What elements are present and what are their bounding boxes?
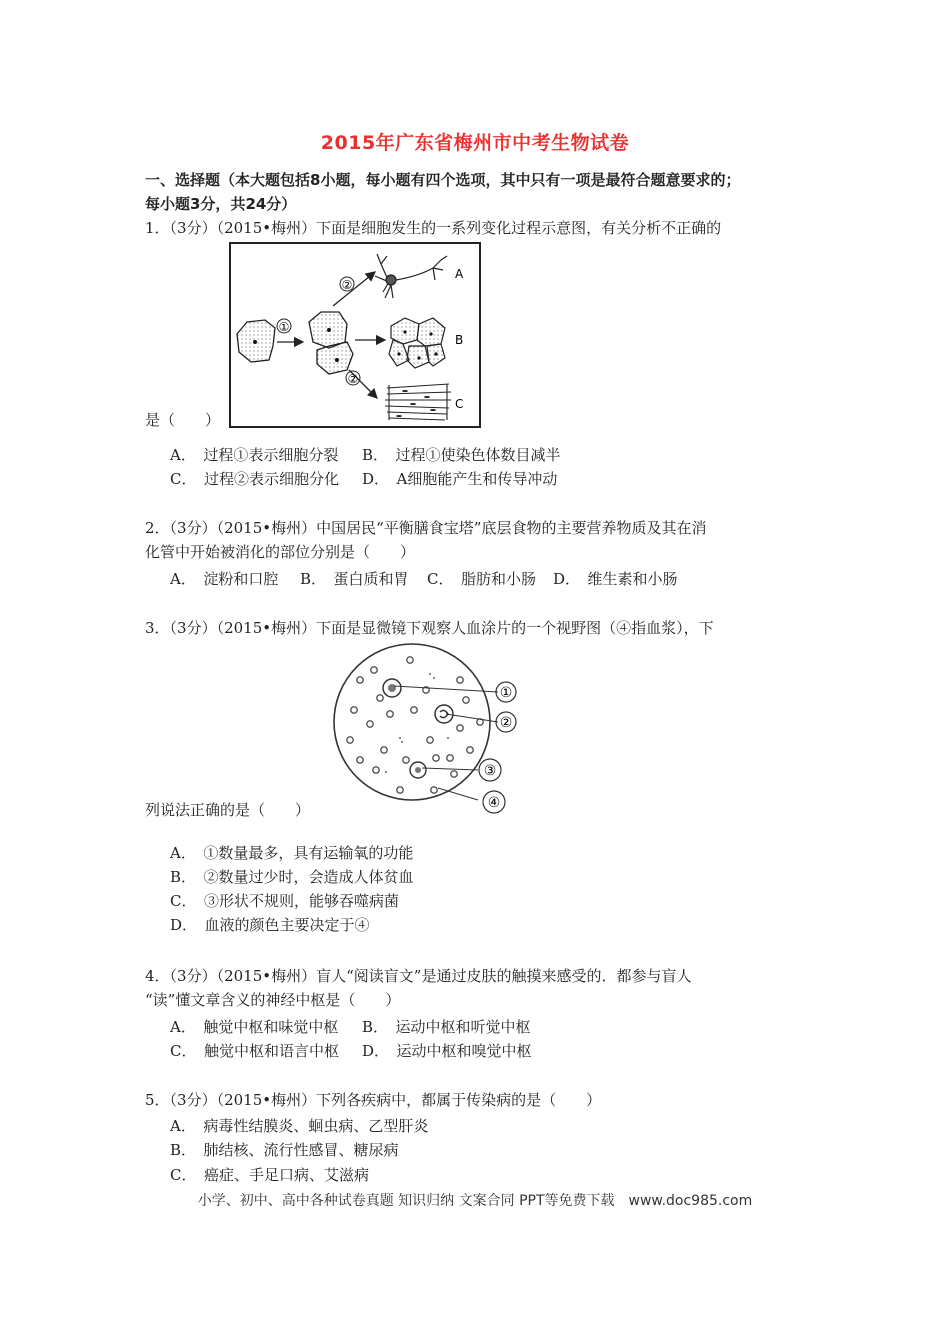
section-heading-line1: 一、选择题（本大题包括8小题，每小题有四个选项，其中只有一项是最符合题意要求的； [145, 171, 741, 189]
label-step2a: ② [341, 278, 353, 292]
q1-option-b: B． 过程①使染色体数目减半 [362, 446, 561, 464]
q2-stem-line1: 2．（3分）（2015•梅州）中国居民“平衡膳食宝塔”底层食物的主要营养物质及其在消 [145, 519, 707, 537]
q1-option-a: A． 过程①表示细胞分裂 [170, 446, 339, 464]
cell-process-figure [229, 242, 481, 428]
blood-smear-figure [330, 640, 520, 822]
q2-option-c: C． 脂肪和小肠 [427, 570, 536, 588]
label-a: A [455, 267, 464, 281]
label-2: ② [499, 715, 513, 731]
label-3: ③ [483, 763, 497, 779]
q5-option-b: B． 肺结核、流行性感冒、糖尿病 [170, 1141, 399, 1159]
q4-stem-line2: “读”懂文章含义的神经中枢是（ ） [145, 991, 401, 1009]
q1-stem-line1: 1．（3分）（2015•梅州）下面是细胞发生的一系列变化过程示意图，有关分析不正确的 [145, 219, 722, 237]
q3-option-a: A． ①数量最多，具有运输氧的功能 [170, 844, 414, 862]
section-heading-line2: 每小题3分，共24分） [145, 195, 297, 213]
q4-option-c: C． 触觉中枢和语言中枢 [170, 1042, 339, 1060]
q3-stem-line1: 3．（3分）（2015•梅州）下面是显微镜下观察人血涂片的一个视野图（④指血浆），下 [145, 619, 714, 637]
label-step2b: ② [347, 372, 359, 386]
label-c: C [455, 397, 464, 411]
q1-option-d: D． A细胞能产生和传导冲动 [362, 470, 558, 488]
q3-option-d: D． 血液的颜色主要决定于④ [170, 916, 370, 934]
q4-stem-line1: 4．（3分）（2015•梅州）盲人“阅读盲文”是通过皮肤的触摸来感受的．都参与盲人 [145, 967, 692, 985]
page-title: 2015年广东省梅州市中考生物试卷 [320, 132, 630, 154]
q3-option-b: B． ②数量过少时，会造成人体贫血 [170, 868, 414, 886]
q3-option-c: C． ③形状不规则，能够吞噬病菌 [170, 892, 399, 910]
label-4: ④ [487, 795, 501, 811]
q4-option-a: A． 触觉中枢和味觉中枢 [170, 1018, 339, 1036]
q2-option-a: A． 淀粉和口腔 [170, 570, 279, 588]
q2-option-b: B． 蛋白质和胃 [300, 570, 409, 588]
q5-stem-line1: 5．（3分）（2015•梅州）下列各疾病中，都属于传染病的是（ ） [145, 1091, 602, 1109]
q2-stem-line2: 化管中开始被消化的部位分别是（ ） [145, 543, 416, 561]
q5-option-c: C． 癌症、手足口病、艾滋病 [170, 1166, 369, 1184]
label-step1: ① [278, 320, 290, 334]
microscope-field [334, 644, 490, 800]
q5-option-a: A． 病毒性结膜炎、蛔虫病、乙型肝炎 [170, 1117, 429, 1135]
q3-stem-line2: 列说法正确的是（ ） [145, 801, 311, 819]
q2-option-d: D． 维生素和小肠 [553, 570, 678, 588]
q1-stem-line2: 是（ ） [145, 411, 221, 429]
page-footer: 小学、初中、高中各种试卷真题 知识归纳 文案合同 PPT等免费下载 www.doc985.com [197, 1193, 753, 1209]
q1-option-c: C． 过程②表示细胞分化 [170, 470, 339, 488]
q4-option-d: D． 运动中枢和嗅觉中枢 [362, 1042, 532, 1060]
label-1: ① [499, 685, 513, 701]
q4-option-b: B． 运动中枢和听觉中枢 [362, 1018, 531, 1036]
label-b: B [455, 333, 464, 347]
